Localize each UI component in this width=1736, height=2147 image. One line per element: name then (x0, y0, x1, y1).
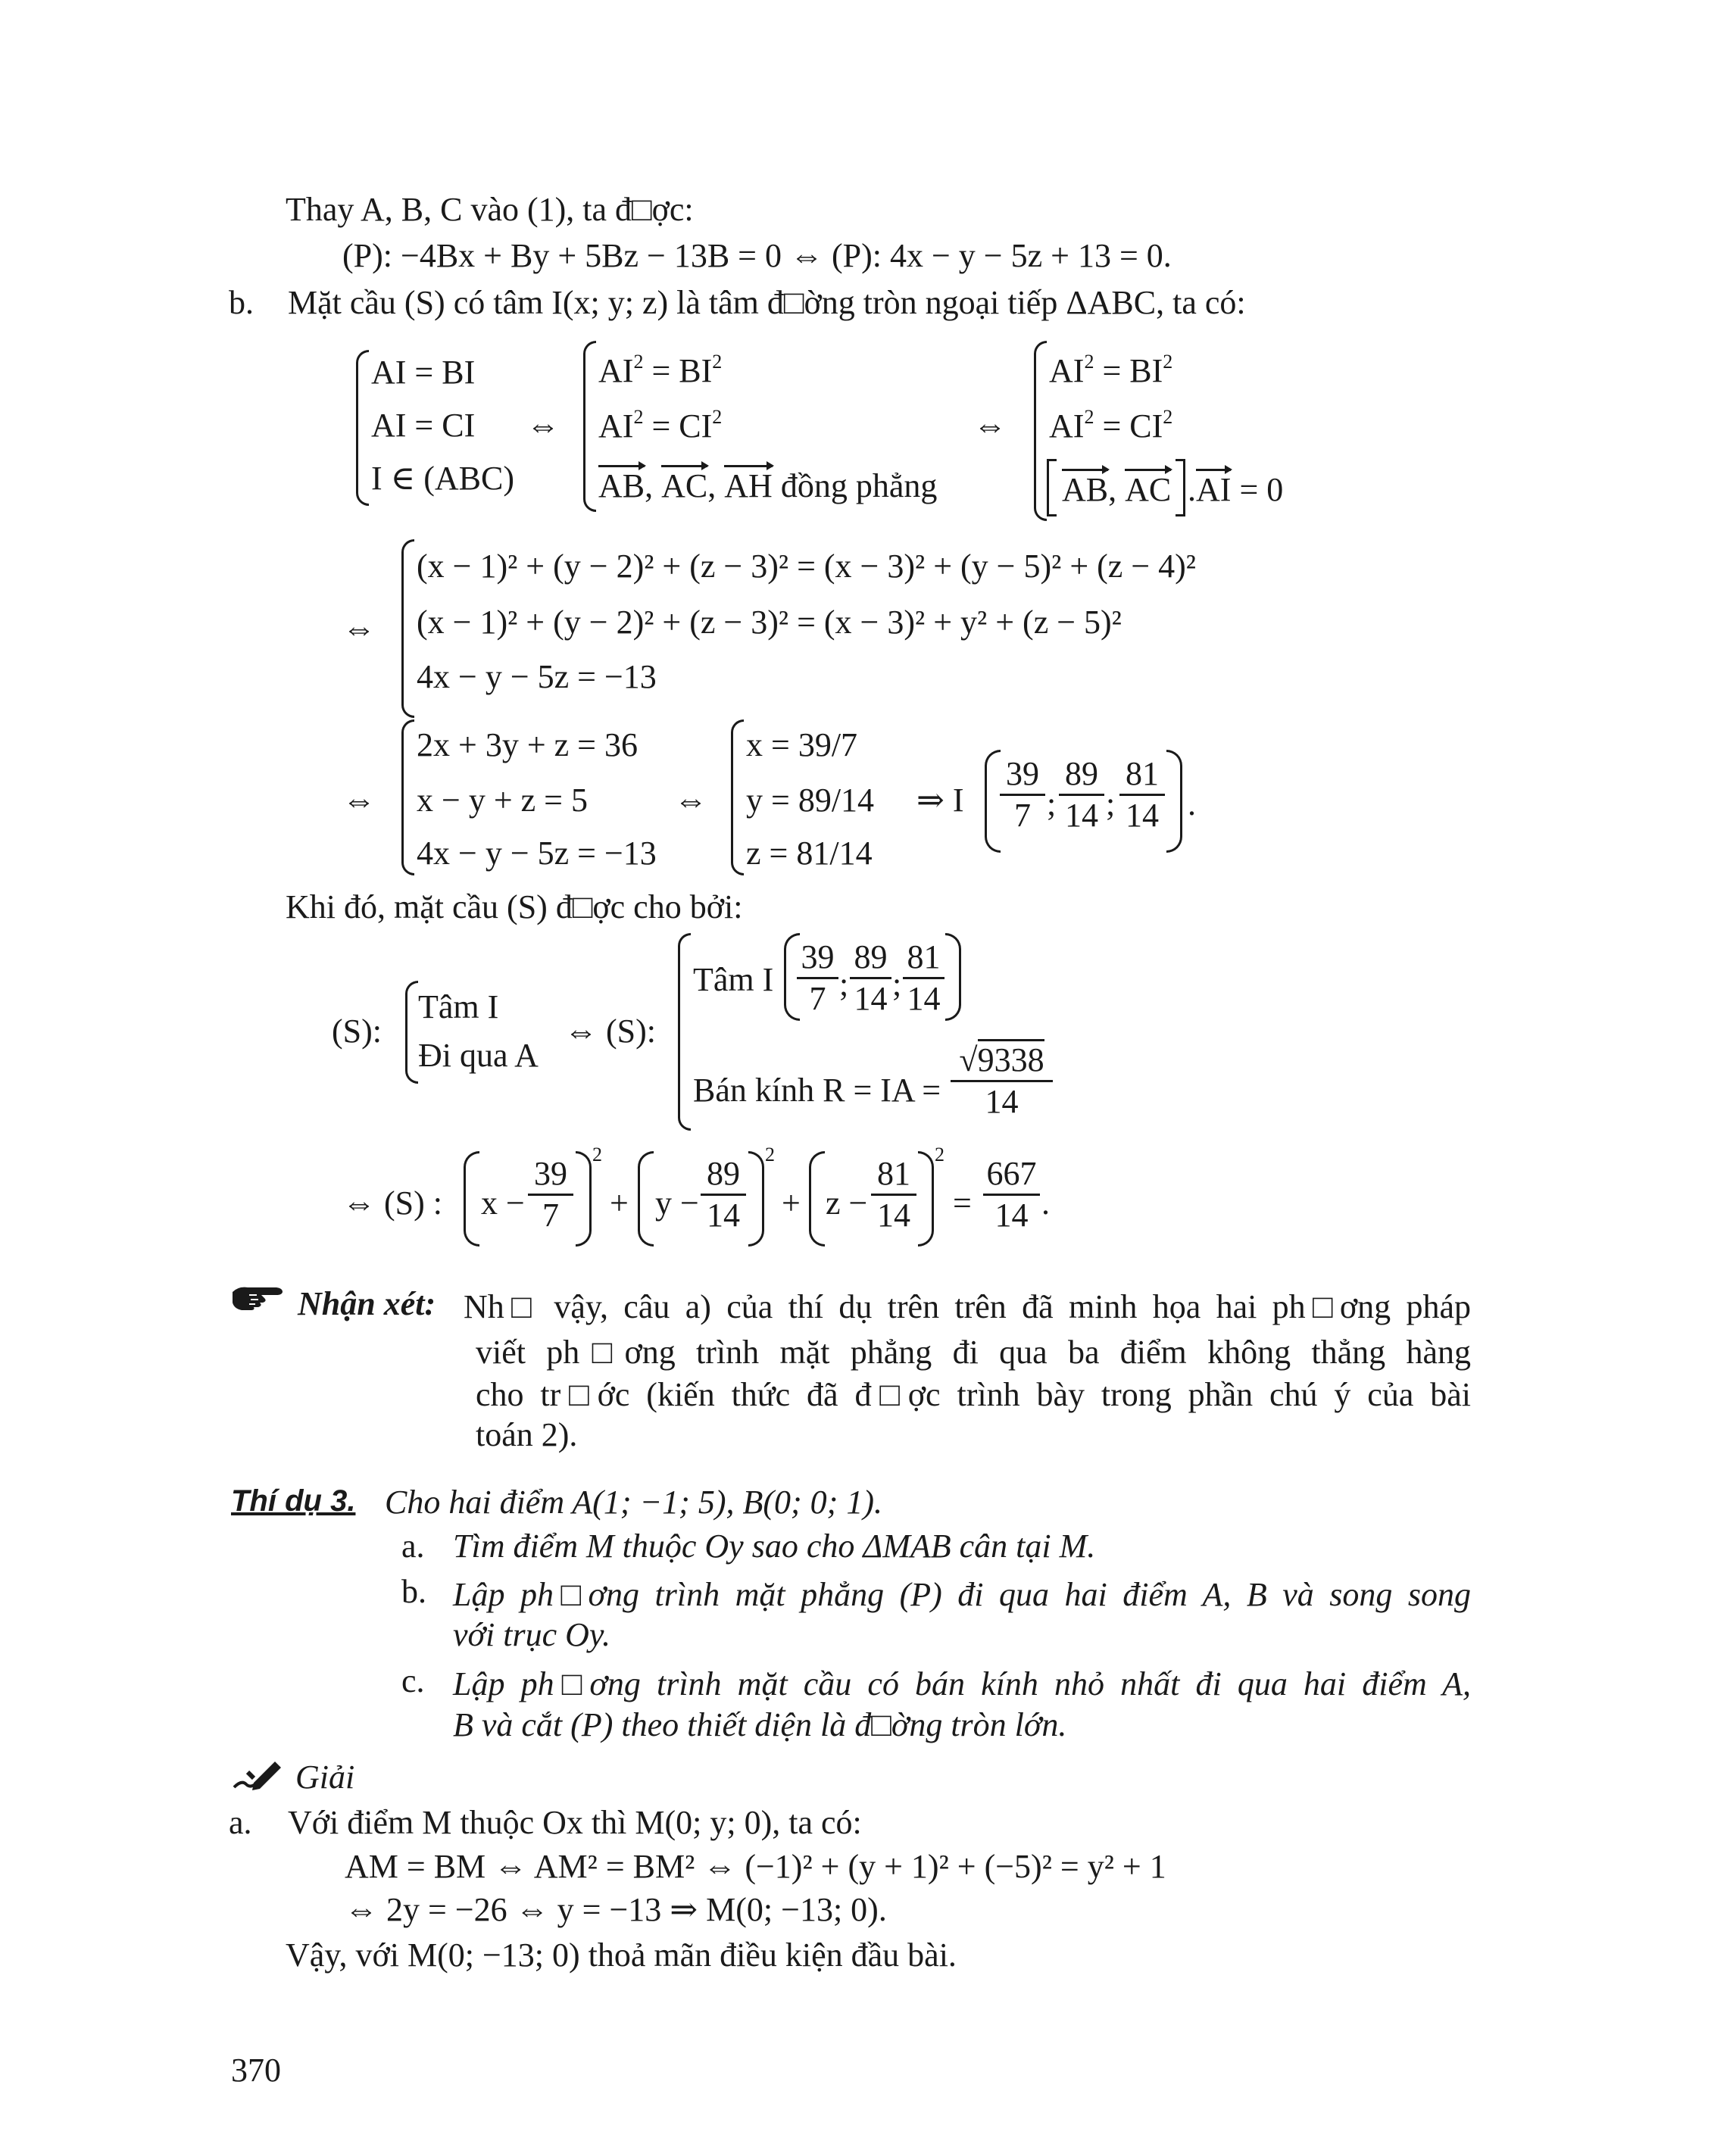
period: . (1041, 1184, 1050, 1222)
text-line: Vậy, với M(0; −13; 0) thoả mãn điều kiện đầu bài. (286, 1936, 957, 1974)
remark-colon: : (424, 1285, 436, 1322)
sys-line: AB, AC (1062, 471, 1172, 508)
period: . (1188, 785, 1196, 822)
sys-line: I ∈ (ABC) (371, 460, 514, 497)
sys-line: y = 89/14 (746, 782, 875, 819)
right-paren (1166, 750, 1182, 853)
left-brace (356, 350, 369, 506)
numerator: 89 (1065, 755, 1098, 792)
term: AI (1049, 352, 1085, 389)
sys-line: 2x + 3y + z = 36 (417, 726, 638, 763)
sys-line: Tâm I (418, 988, 499, 1025)
sys-line: x = 39/7 (746, 726, 858, 763)
equiv-symbol: ⇔ (526, 407, 560, 444)
fraction-bar (983, 1194, 1040, 1196)
numerator: 39 (534, 1155, 567, 1192)
term: = CI (651, 407, 713, 445)
term: = CI (1102, 407, 1163, 445)
right-paren (918, 1151, 934, 1247)
left-brace (678, 933, 691, 1131)
vector-ac: AC (661, 467, 708, 504)
sys-line: (x − 1)² + (y − 2)² + (z − 3)² = (x − 3)² + (y − 5)² + (z − 4)² (417, 548, 1196, 585)
item-line: Lập ph□ơng trình mặt phẳng (P) đi qua hai điểm A, B và song song (453, 1576, 1471, 1613)
right-bracket (1176, 459, 1185, 516)
term: AI (1049, 407, 1085, 445)
right-paren (945, 933, 961, 1021)
fraction-bar (1059, 794, 1104, 796)
exponent: 2 (592, 1144, 602, 1166)
exponent: 2 (935, 1144, 944, 1166)
text-line: Với điểm M thuộc Ox thì M(0; y; 0), ta có: (288, 1804, 862, 1841)
fraction-bar (1119, 794, 1165, 796)
fraction-bar (797, 977, 838, 979)
left-brace (583, 341, 596, 512)
implies-symbol: ⇒ I (916, 782, 964, 819)
fraction (701, 1157, 746, 1232)
numerator: 89 (854, 938, 888, 975)
fraction (1119, 757, 1165, 832)
item-label: b. (401, 1573, 426, 1610)
term: đồng phẳng (780, 467, 938, 504)
equiv-s: ⇔ (S): (564, 1013, 656, 1050)
remark-line: cho tr□ớc (kiến thức đã đ□ợc trình bày trong phần chú ý của bài (476, 1376, 1471, 1413)
example-title: Thí dụ 3. (231, 1484, 356, 1518)
term: AI (598, 352, 634, 389)
sys-line: 4x − y − 5z = −13 (417, 658, 657, 695)
fraction-bar (1000, 794, 1045, 796)
vector-ac: AC (1125, 471, 1172, 508)
remark-heading (298, 1287, 436, 1321)
fraction (528, 1157, 573, 1232)
left-paren (464, 1151, 479, 1247)
sys-line: AI = BI (371, 354, 476, 391)
term: y − (655, 1184, 699, 1222)
denominator: 7 (1014, 797, 1031, 834)
plus: + (782, 1184, 801, 1222)
denominator: 14 (1065, 797, 1098, 834)
equation-line: (P): −4Bx + By + 5Bz − 13B = 0 ⇔ (P): 4x − y − 5z + 13 = 0. (342, 237, 1172, 274)
term: = BI (1102, 352, 1163, 389)
item-label: a. (229, 1804, 252, 1841)
denominator: 7 (542, 1197, 559, 1234)
numerator: 81 (877, 1155, 910, 1192)
vector-ah: AH (724, 467, 773, 504)
numerator: 81 (907, 938, 941, 975)
remark-label: Nhận xét (298, 1285, 425, 1322)
term: = 0 (1239, 471, 1284, 508)
term: = BI (651, 352, 713, 389)
numerator: 81 (1126, 755, 1159, 792)
item-label: c. (401, 1662, 425, 1699)
remark-line: Nh□ vậy, câu a) của thí dụ trên trên đã minh họa hai ph□ơng pháp (464, 1288, 1471, 1325)
vector-ab: AB (1062, 471, 1109, 508)
term: x − (481, 1184, 525, 1222)
term: AI (598, 407, 634, 445)
item-line: B và cắt (P) theo thiết diện là đ□ờng tròn lớn. (453, 1706, 1067, 1743)
example-statement: Cho hai điểm A(1; −1; 5), B(0; 0; 1). (385, 1484, 882, 1521)
sys-line: $AI^2 = CI^2$ (598, 406, 723, 445)
sys-line: $AI^2 = BI^2$ (598, 351, 723, 389)
sys-line: x − y + z = 5 (417, 782, 588, 819)
sys-line: AI = CI (371, 407, 476, 444)
numerator: 39 (801, 938, 835, 975)
fraction-bar (850, 977, 891, 979)
left-brace (401, 719, 414, 875)
numerator (951, 1041, 1053, 1078)
item-line: Lập ph□ơng trình mặt cầu có bán kính nhỏ nhất đi qua hai điểm A, (453, 1665, 1471, 1702)
right-paren (576, 1151, 592, 1247)
equals: = (953, 1184, 972, 1222)
fraction (871, 1157, 916, 1232)
hand-pointer-icon (231, 1281, 284, 1312)
numerator: 89 (707, 1155, 740, 1192)
numerator: 39 (1006, 755, 1039, 792)
right-paren (748, 1151, 764, 1247)
text-line: Thay A, B, C vào (1), ta đ□ợc: (286, 191, 694, 228)
pen-writing-icon (231, 1757, 284, 1793)
plus: + (610, 1184, 629, 1222)
final-prefix: ⇔ (S) : (342, 1184, 442, 1222)
remark-line: viết ph□ơng trình mặt phẳng đi qua ba điểm không thẳng hàng (476, 1334, 1471, 1371)
sqrt-fraction (951, 1041, 1053, 1120)
tam-label: Tâm I (693, 961, 774, 998)
left-paren (638, 1151, 654, 1247)
page-number: 370 (231, 2052, 281, 2089)
denominator: 14 (985, 1083, 1019, 1120)
denominator: 14 (994, 1197, 1029, 1234)
equiv-symbol: ⇔ (973, 407, 1007, 444)
left-brace (405, 981, 418, 1084)
denominator: 14 (877, 1197, 910, 1234)
vector-ai: AI (1196, 471, 1232, 508)
sys-line: z = 81/14 (746, 835, 873, 872)
separator: ; (1106, 785, 1116, 822)
fraction-bar (528, 1194, 573, 1196)
denominator: 14 (907, 980, 941, 1017)
term: z − (826, 1184, 868, 1222)
bk-label: Bán kính R = IA = (693, 1072, 941, 1109)
denominator: 14 (707, 1197, 740, 1234)
text-line: Khi đó, mặt cầu (S) đ□ợc cho bởi: (286, 888, 743, 925)
sys-line: (x − 1)² + (y − 2)² + (z − 3)² = (x − 3)² + y² + (z − 5)² (417, 604, 1122, 641)
item-label: b. (229, 284, 254, 321)
separator: ; (839, 966, 849, 1003)
fraction-bar (701, 1194, 746, 1196)
s-label: (S): (332, 1013, 382, 1050)
equiv-symbol: ⇔ (674, 782, 707, 819)
fraction (983, 1157, 1040, 1232)
equation-line: AM = BM ⇔ AM² = BM² ⇔ (−1)² + (y + 1)² + (−5)² = y² + 1 (345, 1848, 1166, 1885)
fraction (850, 938, 891, 1017)
solution-label: Giải (295, 1758, 355, 1796)
denominator: 14 (1126, 797, 1159, 834)
sys-line: AB, AC, AH đồng phẳng (598, 467, 938, 504)
separator: ; (892, 966, 902, 1003)
sys-line: Đi qua A (418, 1037, 539, 1074)
left-bracket (1047, 459, 1057, 516)
numerator: 667 (986, 1155, 1037, 1192)
left-paren (985, 750, 1001, 853)
sqrt-sign: √ (959, 1041, 978, 1078)
term: . (1188, 471, 1196, 508)
left-brace (401, 539, 414, 718)
sys-line: 4x − y − 5z = −13 (417, 835, 657, 872)
text-line: Mặt cầu (S) có tâm I(x; y; z) là tâm đ□ờng tròn ngoại tiếp ΔABC, ta có: (288, 284, 1246, 321)
fraction-bar (903, 977, 944, 979)
equiv-symbol: ⇔ (342, 782, 376, 819)
left-brace (731, 719, 744, 875)
left-brace (1034, 341, 1047, 521)
fraction (1059, 757, 1104, 832)
denominator: 7 (809, 980, 826, 1017)
equation-line: ⇔ 2y = −26 ⇔ y = −13 ⇒ M(0; −13; 0). (345, 1891, 887, 1928)
exponent: 2 (765, 1144, 775, 1166)
fraction (1000, 757, 1045, 832)
item-line: với trục Oy. (453, 1616, 610, 1653)
fraction (903, 938, 944, 1017)
fraction-bar (951, 1080, 1053, 1082)
left-paren (809, 1151, 825, 1247)
sys-line (1188, 473, 1283, 507)
equiv-symbol: ⇔ (342, 610, 376, 647)
item-line: Tìm điểm M thuộc Oy sao cho ΔMAB cân tại M. (453, 1528, 1096, 1565)
separator: ; (1047, 785, 1057, 822)
sys-line: $AI^2 = BI^2$ (1049, 351, 1173, 389)
fraction (797, 938, 838, 1017)
sys-line: $AI^2 = CI^2$ (1049, 406, 1173, 445)
radicand: 9338 (978, 1039, 1044, 1078)
fraction-bar (871, 1194, 916, 1196)
vector-ab: AB (598, 467, 645, 504)
denominator: 14 (854, 980, 888, 1017)
item-label: a. (401, 1528, 425, 1565)
remark-line: toán 2). (476, 1416, 578, 1453)
